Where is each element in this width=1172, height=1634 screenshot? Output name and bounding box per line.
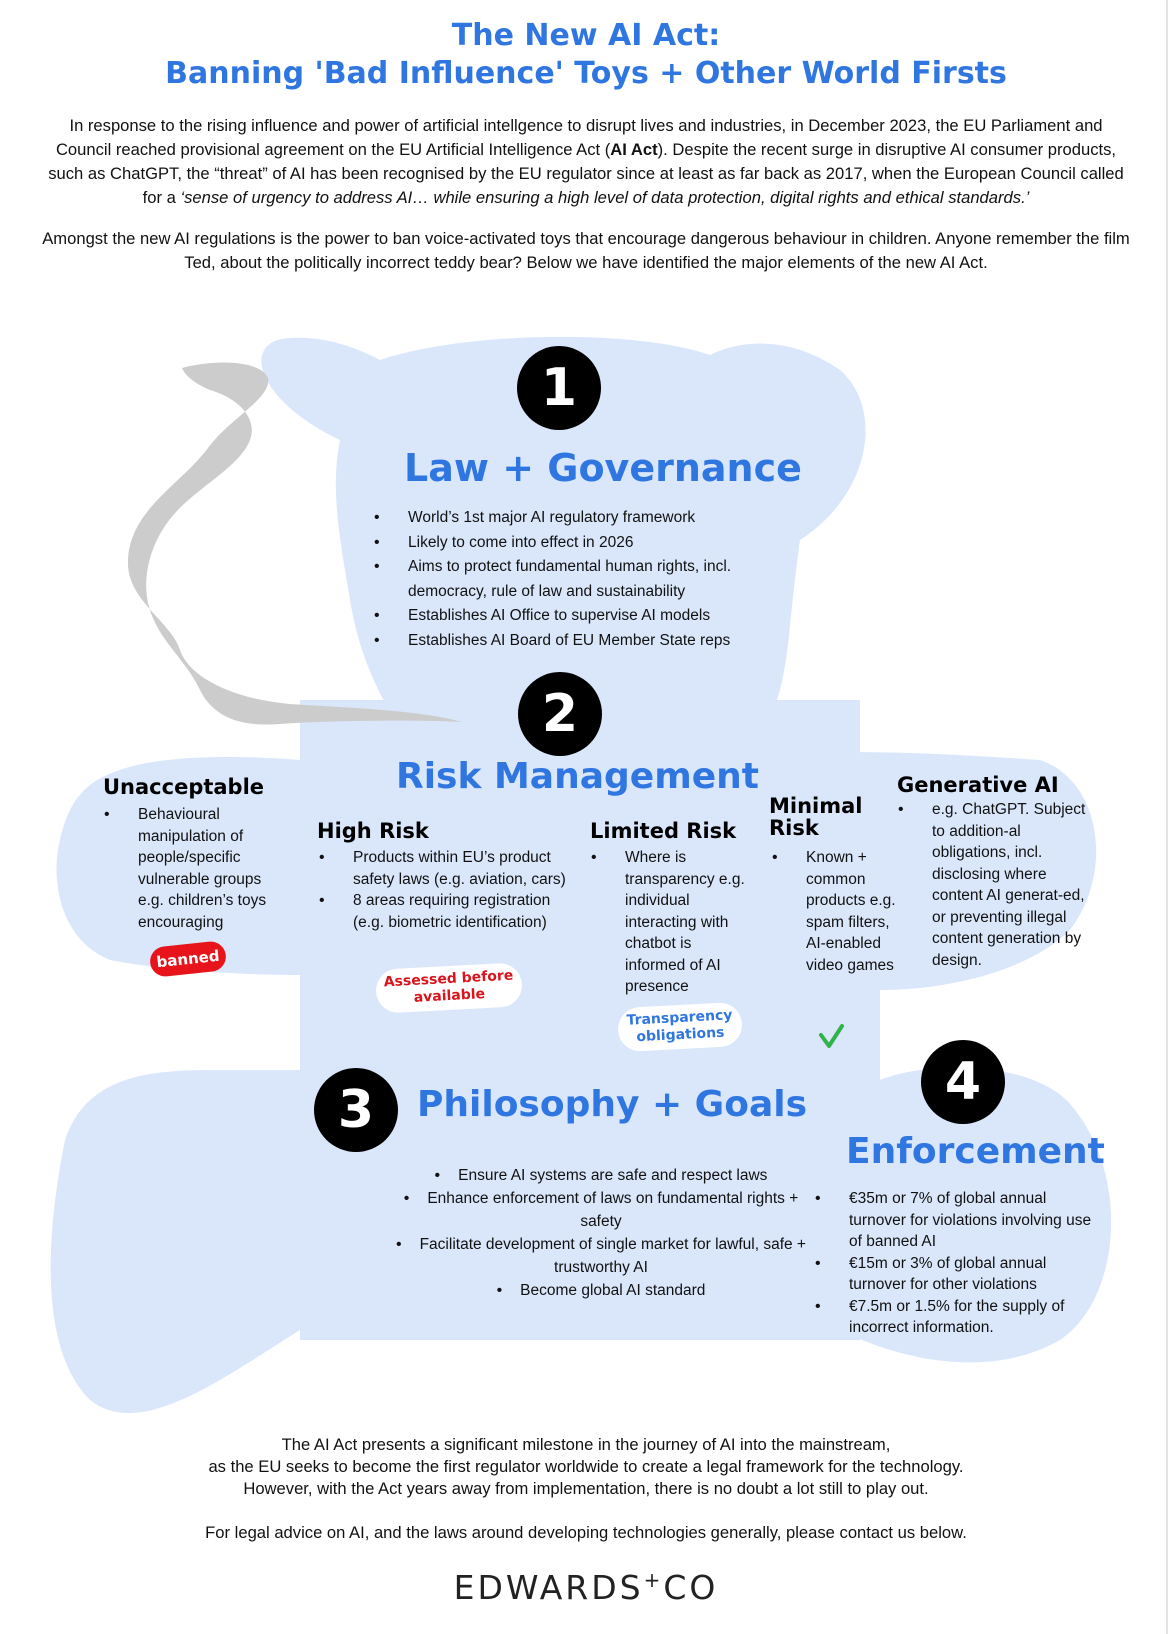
list-item: • Enhance enforcement of laws on fundamental rights + safety: [386, 1187, 816, 1233]
logo-text-b: CO: [663, 1568, 719, 1607]
list-item: • €7.5m or 1.5% for the supply of incorrect information.: [813, 1296, 1093, 1339]
minimal-risk-heading-line1: Minimal: [769, 794, 863, 818]
section-1-number: 1: [517, 346, 601, 430]
page-title-line1: The New AI Act:: [451, 18, 721, 53]
logo-plus: +: [643, 1568, 664, 1592]
logo-text-a: EDWARDS: [453, 1568, 644, 1607]
generative-ai-list: [896, 799, 1086, 971]
list-item: • e.g. ChatGPT. Subject to addition-al obligations, incl. disclosing where content AI generat-ed, or preventing illegal content generation by design.: [896, 799, 1086, 971]
high-risk-list: [317, 847, 577, 933]
intro-bold-term: AI Act: [610, 140, 658, 159]
page-title-line2: Banning 'Bad Influence' Toys + Other World Firsts: [165, 56, 1007, 91]
section-1-list: [372, 506, 772, 653]
list-item: • Ensure AI systems are safe and respect laws: [386, 1164, 816, 1187]
list-item: • Establishes AI Board of EU Member State reps: [372, 629, 772, 654]
list-item: • Known + common products e.g. spam filters, AI-enabled video games: [770, 847, 900, 976]
minimal-risk-list: [770, 847, 900, 976]
outro-contact-line: For legal advice on AI, and the laws around developing technologies generally, please contact us below.: [205, 1523, 967, 1542]
transparency-badge-line1: Transparency: [626, 1007, 733, 1029]
section-2-number: 2: [518, 672, 602, 756]
outro-line-3: However, with the Act years away from implementation, there is no doubt a lot still to play out.: [243, 1479, 929, 1498]
list-item: • Become global AI standard: [386, 1279, 816, 1302]
limited-risk-list: [589, 847, 749, 998]
generative-ai-heading: Generative AI: [897, 773, 1059, 797]
intro-text-b: ). Despite the recent surge in disruptive AI consumer products, such as ChatGPT, the “threat” of AI has been recognised by the EU regulator since at least as far back as 2017, when the European Council called for a: [48, 140, 1124, 207]
intro-quote: ‘sense of urgency to address AI… while ensuring a high level of data protection, digital rights and ethical standards.’: [180, 188, 1030, 207]
section-2-title: Risk Management: [396, 756, 759, 797]
list-item: • 8 areas requiring registration (e.g. biometric identification): [317, 890, 577, 933]
list-item: • Likely to come into effect in 2026: [372, 531, 772, 556]
list-item: • €35m or 7% of global annual turnover for violations involving use of banned AI: [813, 1188, 1093, 1253]
list-item: • Where is transparency e.g. individual interacting with chatbot is informed of AI presence: [589, 847, 749, 998]
list-item: • Facilitate development of single market for lawful, safe + trustworthy AI: [386, 1233, 816, 1279]
unacceptable-list: [102, 804, 282, 933]
unacceptable-heading: Unacceptable: [103, 775, 265, 799]
outro-line-2: as the EU seeks to become the first regulator worldwide to create a legal framework for the technology.: [208, 1457, 964, 1476]
list-item: • Products within EU’s product safety laws (e.g. aviation, cars): [317, 847, 577, 890]
assessed-badge: [375, 962, 523, 1014]
intro-text-a: In response to the rising influence and power of artificial intellgence to disrupt lives and industries, in December 2023, the EU Parliament and Council reached provisional agreement on the EU Artificial Intelligence Act (: [55, 116, 1103, 159]
banned-badge: banned: [149, 940, 228, 978]
transparency-badge: [617, 1002, 743, 1052]
list-item: • Aims to protect fundamental human rights, incl. democracy, rule of law and sustainability: [372, 555, 772, 604]
section-1-title: Law + Governance: [404, 446, 802, 490]
edwards-co-logo[interactable]: [0, 1568, 1172, 1607]
transparency-badge-line2: obligations: [635, 1024, 725, 1046]
list-item: • Establishes AI Office to supervise AI models: [372, 604, 772, 629]
limited-risk-heading: Limited Risk: [590, 819, 737, 843]
outro-line-1: The AI Act presents a significant milestone in the journey of AI into the mainstream,: [281, 1435, 891, 1454]
section-3-list: [386, 1164, 816, 1302]
high-risk-heading: High Risk: [317, 819, 429, 843]
minimal-risk-heading-line2: Risk: [769, 816, 819, 840]
section-4-list: [813, 1188, 1093, 1339]
section-4-title: Enforcement: [846, 1131, 1105, 1172]
section-3-number: 3: [314, 1068, 398, 1152]
assessed-badge-line1: Assessed before: [383, 967, 514, 991]
list-item: • Behavioural manipulation of people/specific vulnerable groups e.g. children’s toys encouraging: [102, 804, 282, 933]
section-4-number: 4: [921, 1040, 1005, 1124]
section-3-title: Philosophy + Goals: [417, 1084, 808, 1125]
list-item: • World’s 1st major AI regulatory framework: [372, 506, 772, 531]
list-item: • €15m or 3% of global annual turnover for other violations: [813, 1253, 1093, 1296]
assessed-badge-line2: available: [413, 986, 486, 1006]
intro-paragraph-2: Amongst the new AI regulations is the power to ban voice-activated toys that encourage dangerous behaviour in children. Anyone remember the film Ted, about the politically incorrect teddy bear? Below we have identified the major elements of the new AI Act.: [42, 229, 1130, 272]
